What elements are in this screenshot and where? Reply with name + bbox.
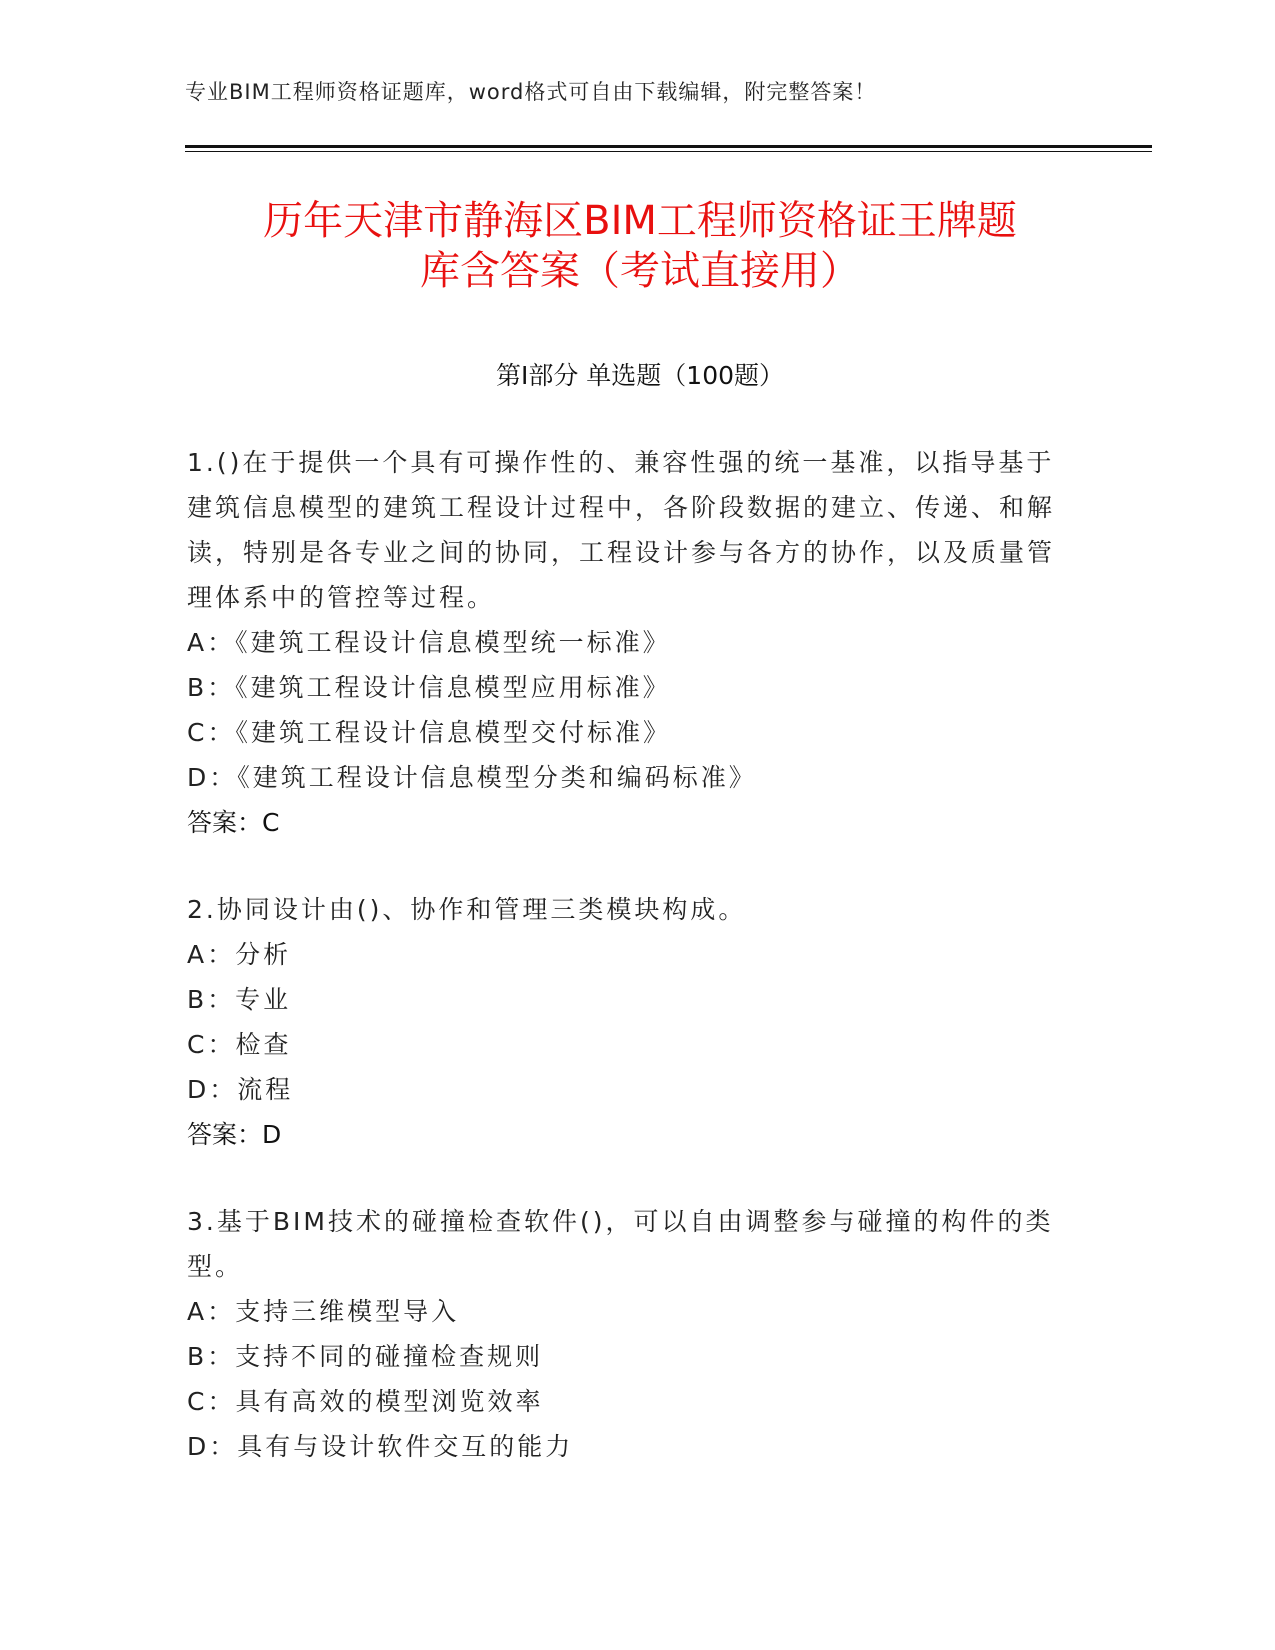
option-c: C：检查 bbox=[187, 1030, 292, 1059]
header-divider-thin bbox=[185, 151, 1152, 152]
option-b: B：《建筑工程设计信息模型应用标准》 bbox=[187, 673, 671, 702]
question-stem: 1.()在于提供一个具有可操作性的、兼容性强的统一基准，以指导基于建筑信息模型的建筑工程设计过程中，各阶段数据的建立、传递、和解读，特别是各专业之间的协同，工程设计参与各方的协作，以及质量管理体系中的管控等过程。 bbox=[187, 448, 1056, 612]
option-b: B：专业 bbox=[187, 985, 292, 1014]
question-1 bbox=[187, 440, 1067, 845]
document-title bbox=[185, 196, 1095, 296]
section-heading: 第Ⅰ部分 单选题（100题） bbox=[495, 361, 785, 390]
question-stem: 3.基于BIM技术的碰撞检查软件()，可以自由调整参与碰撞的构件的类型。 bbox=[187, 1207, 1054, 1281]
question-2 bbox=[187, 887, 1067, 1157]
document-title-line-2: 库含答案（考试直接用） bbox=[420, 248, 860, 294]
option-d: D：具有与设计软件交互的能力 bbox=[187, 1432, 574, 1461]
question-3 bbox=[187, 1199, 1067, 1469]
header-divider-thick bbox=[185, 145, 1152, 148]
document-title-line-1: 历年天津市静海区BIM工程师资格证王牌题 bbox=[263, 198, 1017, 244]
option-a: A：分析 bbox=[187, 940, 292, 969]
option-c: C：《建筑工程设计信息模型交付标准》 bbox=[187, 718, 671, 747]
question-stem: 2.协同设计由()、协作和管理三类模块构成。 bbox=[187, 895, 747, 924]
header-note: 专业BIM工程师资格证题库，word格式可自由下载编辑，附完整答案！ bbox=[185, 80, 877, 104]
question-list bbox=[187, 440, 1067, 1511]
option-d: D：流程 bbox=[187, 1075, 294, 1104]
option-b: B：支持不同的碰撞检查规则 bbox=[187, 1342, 544, 1371]
option-a: A：《建筑工程设计信息模型统一标准》 bbox=[187, 628, 671, 657]
option-c: C：具有高效的模型浏览效率 bbox=[187, 1387, 544, 1416]
option-a: A：支持三维模型导入 bbox=[187, 1297, 460, 1326]
answer-line: 答案：C bbox=[187, 808, 280, 837]
answer-line: 答案：D bbox=[187, 1120, 282, 1149]
option-d: D：《建筑工程设计信息模型分类和编码标准》 bbox=[187, 763, 757, 792]
